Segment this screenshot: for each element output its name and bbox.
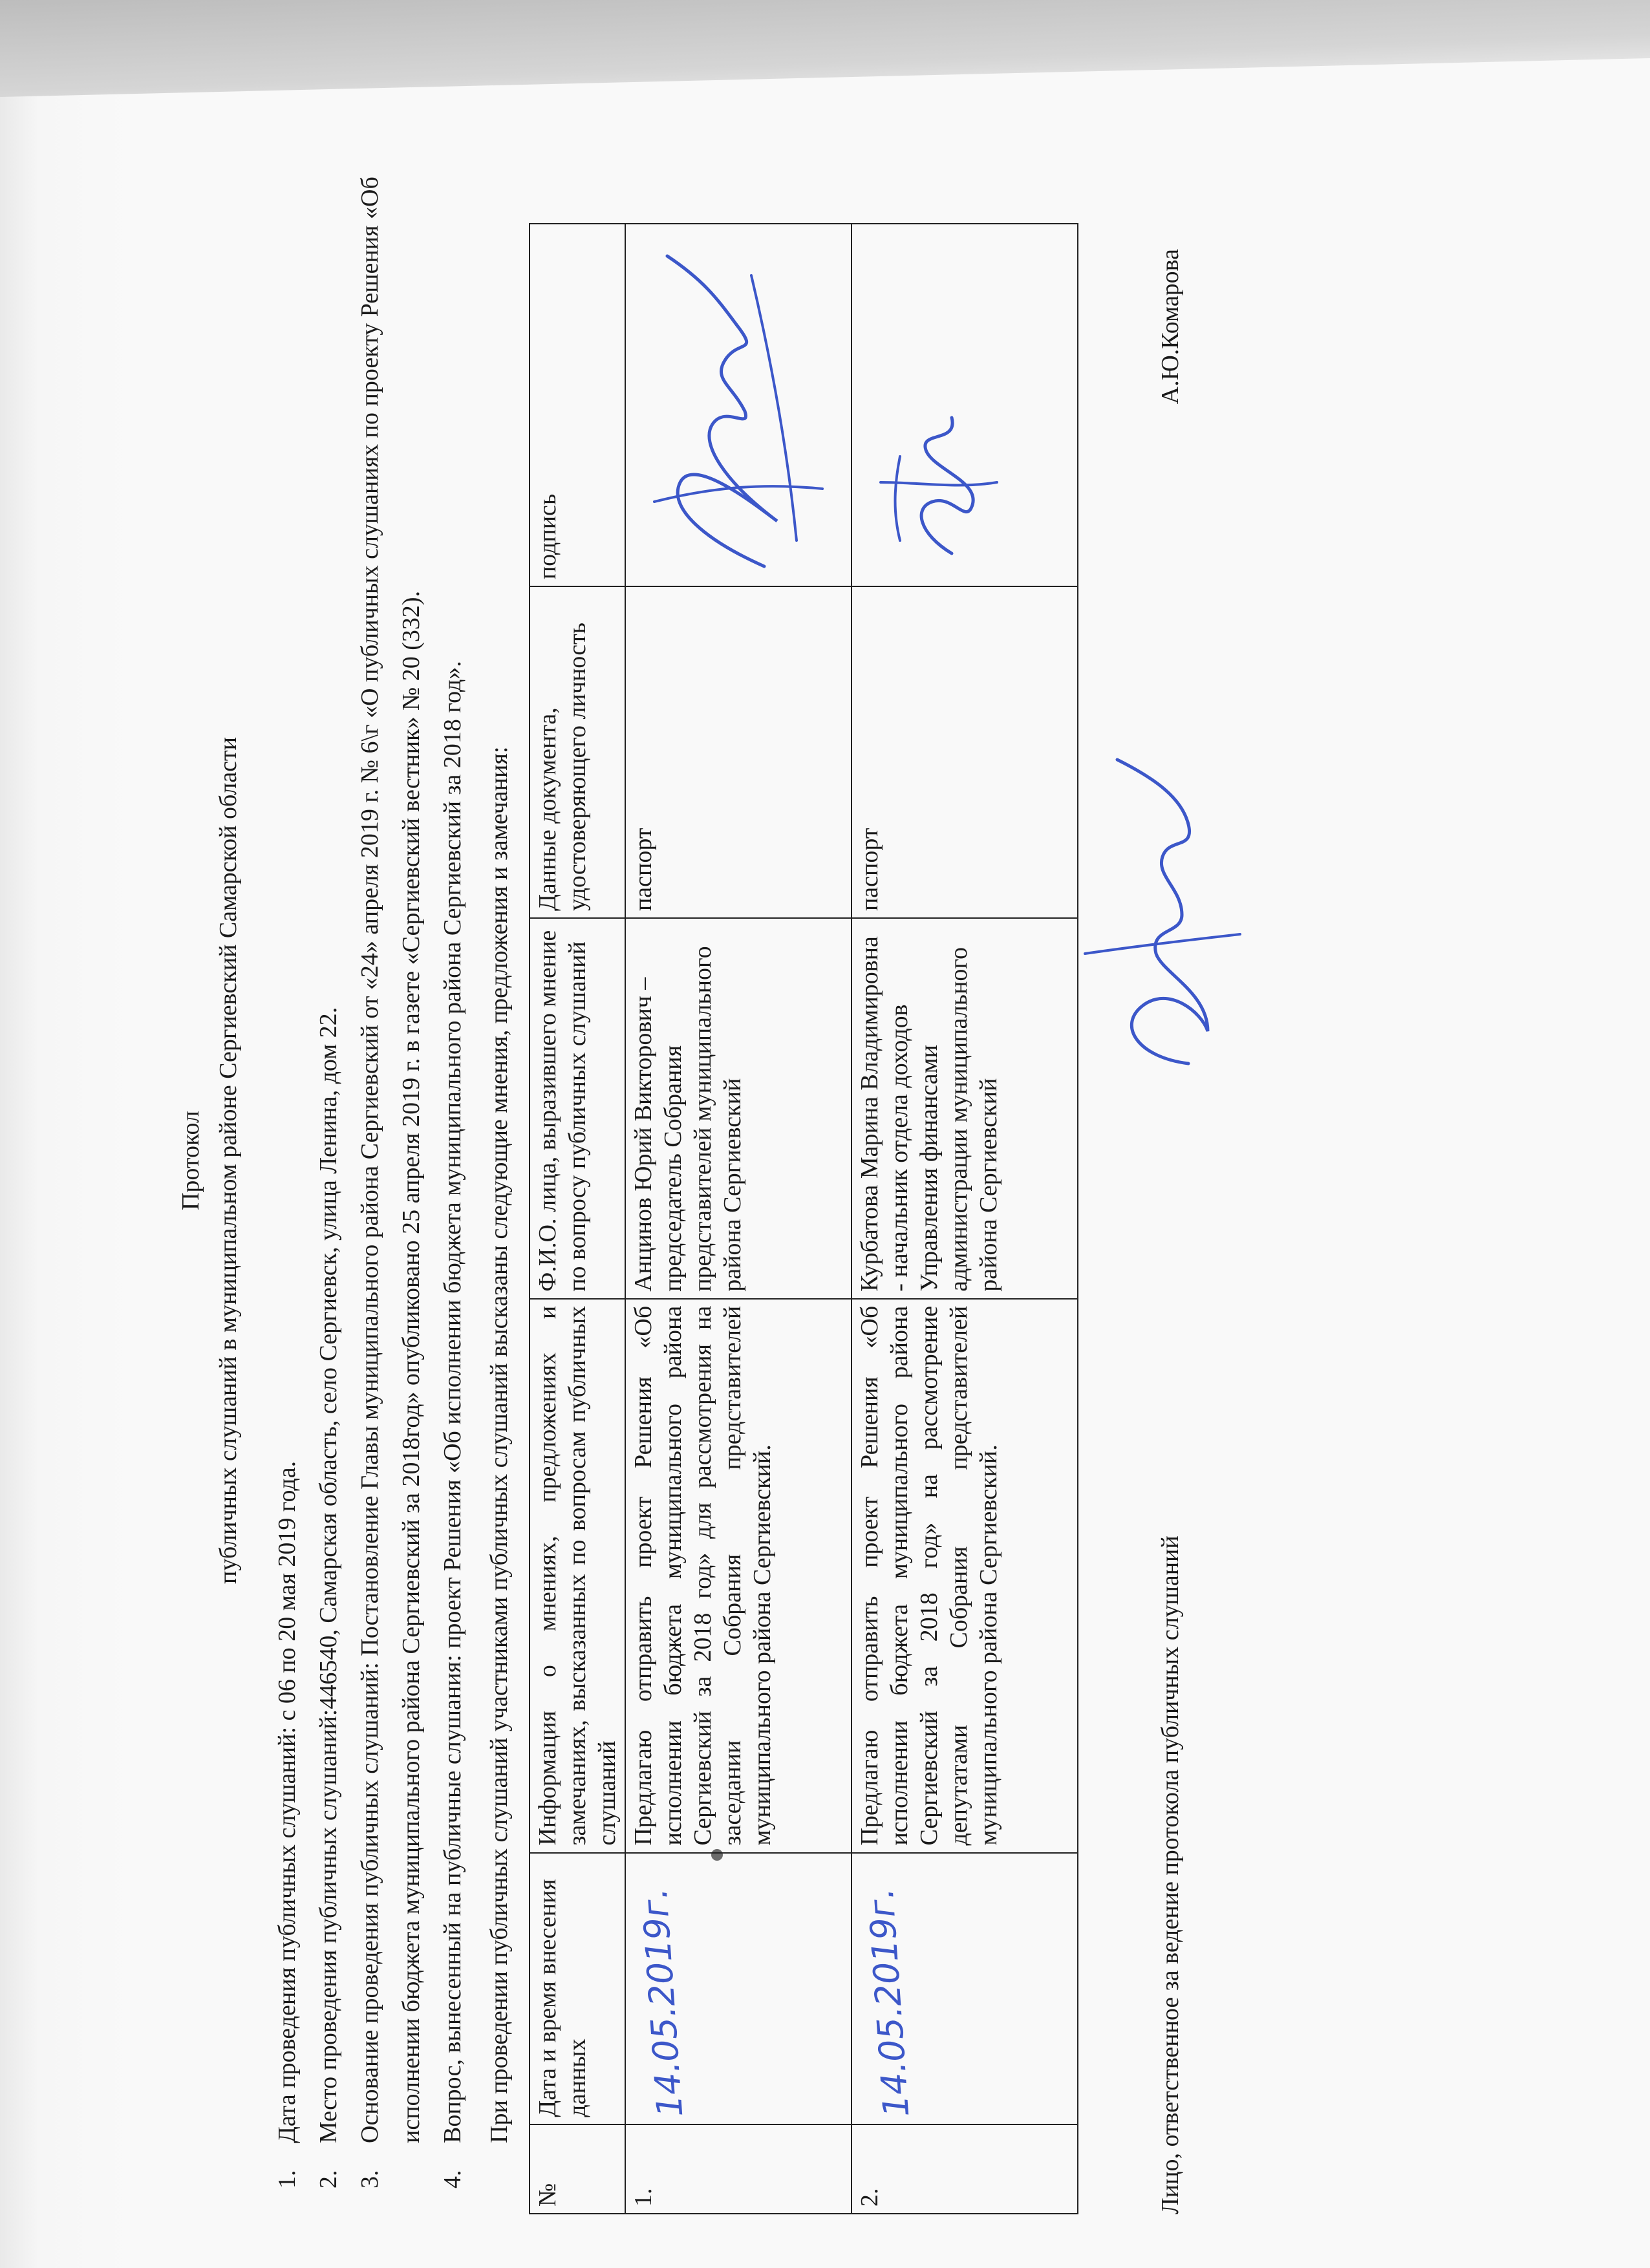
list-item [349,107,432,2214]
responsible-label: Лицо, ответственное за ведение протокола публичных слушаний [1157,1535,1184,2214]
hearing-details-list [266,107,473,2214]
item-number: 3. [356,2170,383,2188]
handwritten-signature-2 [855,385,1010,579]
cell-signature [852,224,1078,586]
col-header-person: Ф.И.О. лица, выразившего мнение по вопросу публичных слушаний [530,918,625,1299]
cell-date [852,1853,1078,2124]
item-text: Дата проведения публичных слушаний: с 06 по 20 мая 2019 года. [273,1460,301,2143]
cell-number: 1. [625,2124,852,2214]
protocol-page [166,107,1472,2214]
responsible-person-line [1150,223,1191,2214]
cell-document: паспорт [625,586,852,918]
item-number: 1. [273,2170,301,2188]
handwritten-signature-responsible [1059,747,1253,1083]
title-line-2: публичных слушаний в муниципальном районе Сергиевский Самарской области [215,737,242,1584]
cell-person: Курбатова Марина Владимировна - начальник отдела доходов Управления финансами администрации муниципального района Сергиевский [852,918,1078,1299]
list-item [266,107,308,2214]
cell-signature [625,224,852,586]
cell-info: Предлагаю отправить проект Решения «Об исполнении бюджета муниципального района Сергиевский за 2018 год» для рассмотрения на заседании Собрания представителей муниципального района Сергиевский. [625,1299,852,1853]
item-number: 2. [315,2170,342,2188]
col-header-date: Дата и время внесения данных [530,1853,625,2124]
cell-person: Анцинов Юрий Викторович – председатель Собрания представителей муниципального района Сергиевский [625,918,852,1299]
responsible-name: А.Ю.Комарова [1157,249,1184,405]
cell-document: паспорт [852,586,1078,918]
handwritten-signature-1 [628,243,835,579]
col-header-number: № [530,2124,625,2214]
intro-paragraph: При проведении публичных слушаний участниками публичных слушаний высказаны следующие мнения, предложения и замечания: [486,746,513,2143]
cell-info: Предлагаю отправить проект Решения «Об исполнении бюджета муниципального района Сергиевский за 2018 год» на рассмотрение депутатами Собрания представителей муниципального района Сергиевский. [852,1299,1078,1853]
table-header-row [530,224,625,2214]
document-title [166,107,247,2214]
item-number: 4. [439,2170,466,2188]
item-text: Место проведения публичных слушаний:446540, Самарская область, село Сергиевск, улица Ленина, дом 22. [315,1007,342,2143]
table-row [852,224,1078,2214]
handwritten-date: 14.05.2019г. [634,1887,691,2119]
col-header-info: Информация о мнениях, предложениях и замечаниях, высказанных по вопросам публичных слушаний [530,1299,625,1853]
opinions-table [529,223,1078,2214]
cell-number: 2. [852,2124,1078,2214]
cell-date [625,1853,852,2124]
item-text: Основание проведения публичных слушаний: Постановление Главы муниципального района Сергиевский от «24» апреля 2019 г. № 6\г «О публичных слушаниях по проекту Решения «Об исполнении бюджета муниципального района Сергиевский за 2018год» опубликовано 25 апреля 2019 г. в газете «Сергиевский вестник» № 20 (332). [356,177,425,2143]
handwritten-date: 14.05.2019г. [860,1887,917,2119]
title-line-1: Протокол [177,1110,204,1211]
col-header-signature: подпись [530,224,625,586]
list-item [308,107,349,2214]
item-text: Вопрос, вынесенный на публичные слушания: проект Решения «Об исполнении бюджета муниципального района Сергиевский за 2018 год». [439,661,466,2143]
table-row [625,224,852,2214]
list-item [432,107,473,2214]
col-header-document: Данные документа, удостоверяющего личность [530,586,625,918]
